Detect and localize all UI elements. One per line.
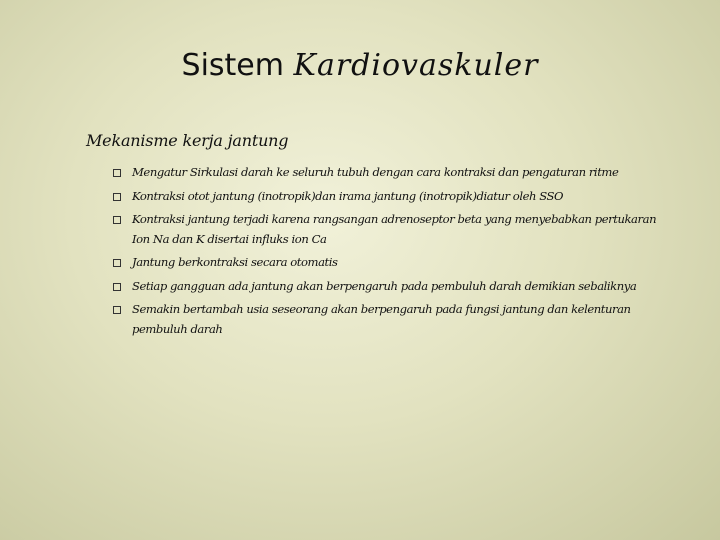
bullet-square-icon xyxy=(113,306,121,314)
bullet-item xyxy=(113,210,673,249)
bullet-text: Mengatur Sirkulasi darah ke seluruh tubuh dengan cara kontraksi dan pengaturan ritme xyxy=(132,165,619,179)
bullet-item xyxy=(113,187,673,207)
bullet-item xyxy=(113,277,673,297)
slide-subtitle: Mekanisme kerja jantung xyxy=(86,131,289,150)
bullet-item xyxy=(113,253,673,273)
bullet-square-icon xyxy=(113,259,121,267)
bullet-item xyxy=(113,300,673,339)
bullet-text: Jantung berkontraksi secara otomatis xyxy=(132,255,338,269)
title-word-kardiovaskuler: Kardiovaskuler xyxy=(293,48,539,83)
bullet-text: Semakin bertambah usia seseorang akan berpengaruh pada fungsi jantung dan kelenturan pembuluh darah xyxy=(132,302,631,336)
bullet-text: Kontraksi otot jantung (inotropik)dan irama jantung (inotropik)diatur oleh SSO xyxy=(132,188,564,203)
bullet-text: Kontraksi jantung terjadi karena rangsangan adrenoseptor beta yang menyebabkan pertukaran Ion Na dan K disertai influks ion Ca xyxy=(132,212,657,246)
bullet-list xyxy=(113,163,673,343)
bullet-square-icon xyxy=(113,193,121,201)
bullet-square-icon xyxy=(113,169,121,177)
bullet-square-icon xyxy=(113,283,121,291)
bullet-square-icon xyxy=(113,216,121,224)
bullet-item xyxy=(113,163,673,183)
slide-title xyxy=(0,46,720,86)
title-word-sistem: Sistem xyxy=(181,48,284,83)
bullet-text: Setiap gangguan ada jantung akan berpengaruh pada pembuluh darah demikian sebaliknya xyxy=(132,278,637,293)
